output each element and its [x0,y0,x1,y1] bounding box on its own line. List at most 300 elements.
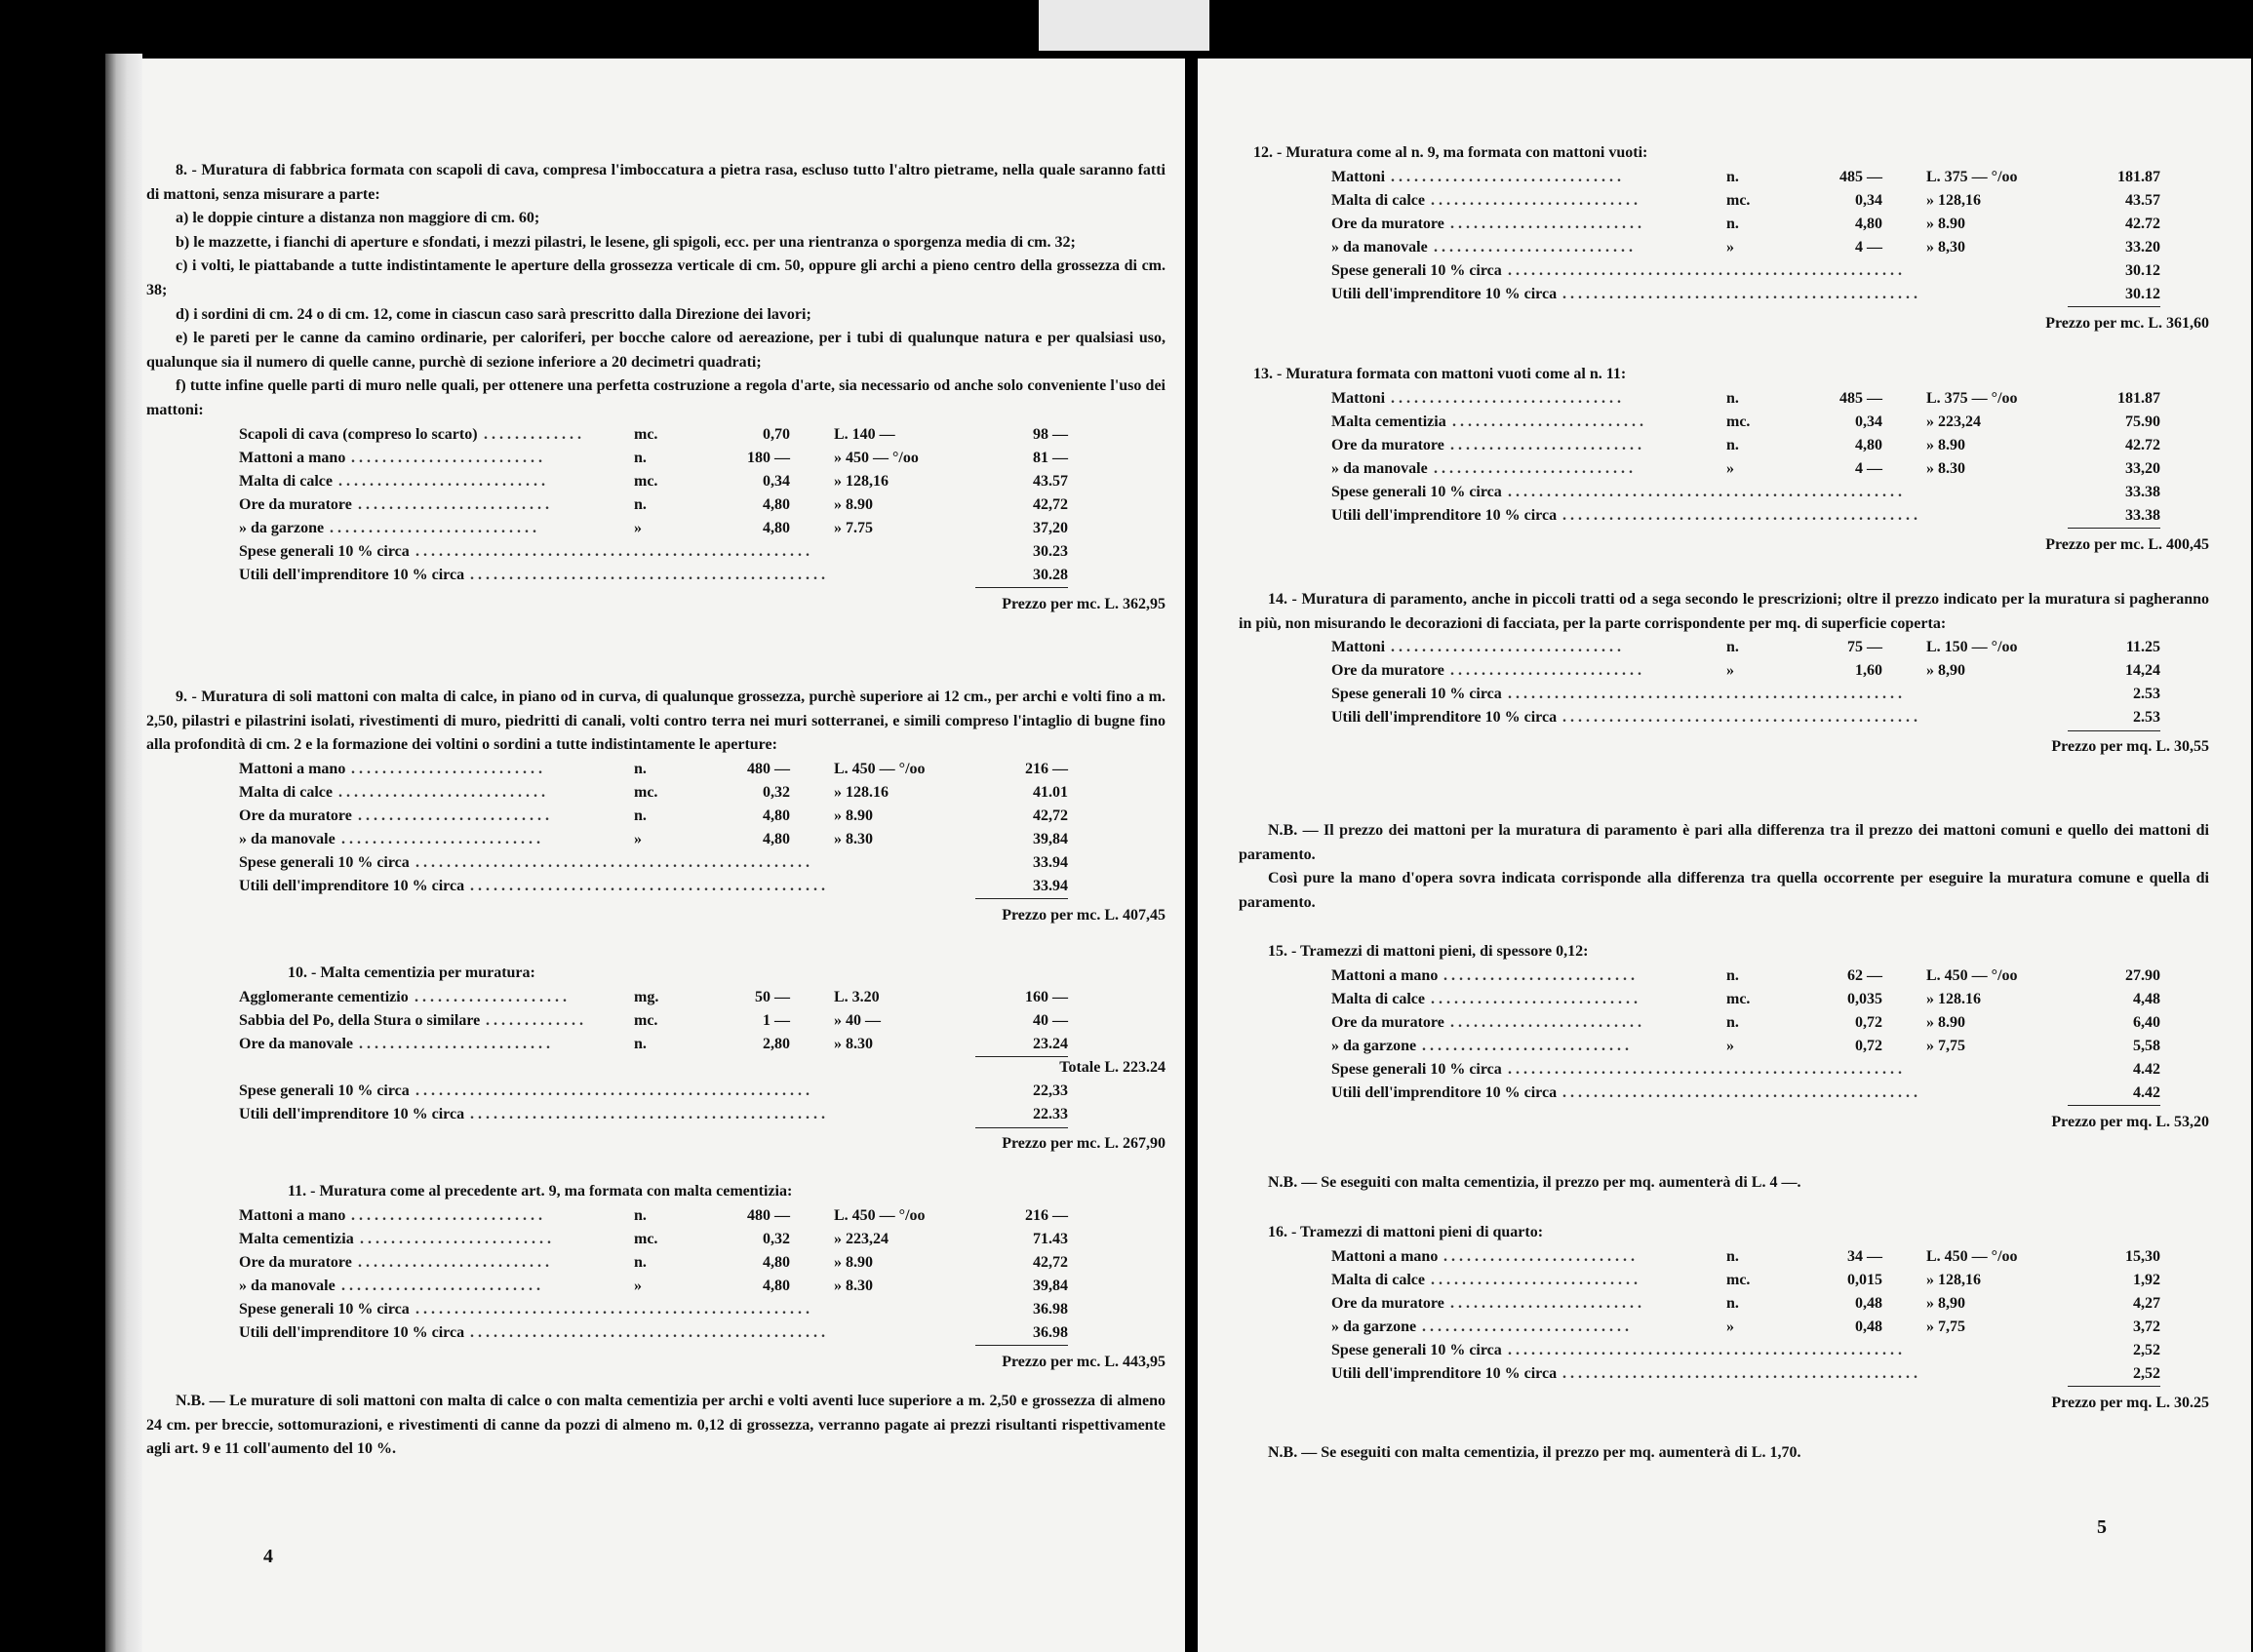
cell-amount: 27.90 [2125,966,2160,984]
cell-qty: 485 — [1839,168,1882,185]
price-total: Prezzo per mc. L. 362,95 [1002,595,1166,612]
cell-amount: 4,27 [2133,1294,2160,1312]
leader-dots: . . . . . . . . . . . . . . . . . . . . . . . . . [351,760,542,777]
cell-price: » 8,30 [1926,238,1965,256]
cell-amount: 33.38 [2125,483,2160,500]
cell-unit: » [1726,1037,1734,1054]
cell-qty: 50 — [755,988,790,1005]
cell-amount: 71.43 [1033,1230,1068,1247]
leader-dots: . . . . . . . . . . . . . . . . . . . . . . . . . . . . . . [1391,389,1621,407]
cell-qty: 1 — [763,1011,790,1029]
leader-dots: . . . . . . . . . . . . . . . . . . . . . . . . . [351,1206,542,1224]
cell-unit: mg. [634,988,659,1005]
table-row [1239,481,2209,504]
leader-dots: . . . . . . . . . . . . . . . . . . . . . . . . . . . . . . [1391,639,1621,656]
price-total: Prezzo per mc. L. 400,45 [2045,535,2209,553]
cost-table [146,986,1166,1056]
cell-qty: 180 — [747,449,790,466]
cell-label: Utili dell'imprenditore 10 % circa [239,566,465,583]
leader-dots: . . . . . . . . . . . . . . . . . . . . . . . . . [360,1230,551,1247]
leader-dots: . . . . . . . . . . . . . . . . . . . . . . . . . [1452,413,1643,430]
cell-label: Spese generali 10 % circa [1331,261,1502,279]
leader-dots: . . . . . . . . . . . . . . . . . . . . . . . . . [358,806,549,824]
cell-amount: 15,30 [2125,1247,2160,1265]
cell-qty: 4 — [1855,238,1882,256]
cell-label: Spese generali 10 % circa [1331,1341,1502,1358]
cell-qty: 485 — [1839,389,1882,407]
article-9 [146,686,1166,927]
cell-label: Utili dell'imprenditore 10 % circa [239,1323,465,1341]
cost-table [146,1080,1166,1126]
cell-unit: n. [1726,1294,1739,1312]
cell-price: » 128,16 [834,472,889,490]
table-row [1239,236,2209,259]
cell-qty: 4,80 [763,495,790,513]
leader-dots: . . . . . . . . . . . . . . . . . . . . . . . . . . . [1431,990,1638,1007]
cell-label: Spese generali 10 % circa [239,1300,410,1318]
cell-amount: 33.94 [975,875,1068,900]
table-row [146,986,1166,1009]
cost-table [1239,636,2209,729]
subtotal: Totale L. 223.24 [1059,1058,1166,1076]
cell-amount: 43.57 [2125,191,2160,209]
cell-amount: 216 — [1025,760,1068,777]
leader-dots: . . . . . . . . . . . . . . . . . . . . . . . . . . . [338,472,545,490]
cell-unit: mc. [1726,1271,1751,1288]
cell-unit: mc. [1726,413,1751,430]
article-14 [1239,588,2209,760]
cell-amount: 42.72 [2125,215,2160,232]
cell-unit: n. [1726,1247,1739,1265]
cell-amount: 6,40 [2133,1013,2160,1031]
cell-amount: 2.53 [2133,686,2160,703]
cell-unit: n. [1726,215,1739,232]
leader-dots: . . . . . . . . . . . . . . . . . . . . . . . . . . . . . . . . . . . . . . . . . . . . . . . . . . . [415,1300,810,1318]
cell-qty: 0,48 [1855,1294,1882,1312]
cell-label: Mattoni a mano [239,1206,346,1224]
leader-dots: . . . . . . . . . . . . . . . . . . . . . . . . . . . . . . . . . . . . . . . . . . . . . . [470,1106,825,1123]
cell-label: Utili dell'imprenditore 10 % circa [1331,506,1558,524]
cell-price: » 8.30 [1926,459,1965,477]
cell-amount: 2,52 [2133,1341,2160,1358]
table-row [1239,1339,2209,1362]
cell-unit: n. [1726,436,1739,453]
cell-qty: 62 — [1847,966,1882,984]
cell-qty: 0,72 [1855,1013,1882,1031]
cell-unit: » [634,1277,642,1294]
cell-amount: 22,33 [1033,1082,1068,1100]
cell-price: » 8.90 [834,1253,873,1271]
cell-amount: 81 — [1033,449,1068,466]
cell-qty: 0,34 [1855,413,1882,430]
price-total: Prezzo per mc. L. 267,90 [1002,1135,1166,1153]
cell-label: Ore da muratore [1331,215,1444,232]
cell-unit: n. [634,495,647,513]
cell-unit: n. [634,806,647,824]
cell-amount: 30.28 [975,564,1068,589]
table-row [1239,189,2209,213]
table-row [146,758,1166,781]
cell-qty: 4,80 [763,519,790,536]
table-row [1239,1245,2209,1269]
table-row [146,1321,1166,1345]
table-row [146,470,1166,493]
cell-unit: mc. [634,425,658,443]
cell-price: » 8.30 [834,1035,873,1052]
table-row [1239,1035,2209,1058]
cell-amount: 40 — [1033,1011,1068,1029]
table-row [146,781,1166,805]
cell-unit: n. [1726,1013,1739,1031]
leader-dots: . . . . . . . . . . . . . . . . . . . . . . . . . . . [1422,1318,1629,1335]
leader-dots: . . . . . . . . . . . . . . . . . . . . . . . . . . . . . . . . . . . . . . . . . . . . . . [470,1323,825,1341]
cell-amount: 160 — [1025,988,1068,1005]
table-row [1239,1058,2209,1082]
cell-label: Ore da muratore [1331,436,1444,453]
cell-label: Spese generali 10 % circa [239,853,410,871]
page-number: 5 [2097,1516,2107,1538]
cell-label: » da garzone [239,519,325,536]
leader-dots: . . . . . . . . . . . . . . . . . . . . . . . . . . . . . . . . . . . . . . . . . . . . . . . . . . . [1508,1341,1902,1358]
table-row [146,851,1166,875]
article-heading: 15. - Tramezzi di mattoni pieni, di spessore 0,12: [1268,943,1589,960]
table-row [1239,683,2209,706]
article-heading: 9. - Muratura di soli mattoni con malta di calce, in piano od in curva, di qualunque grossezza, purchè superiore ai 12 cm., per archi e volti fino a m. 2,50, pilastri e pilastrini isolati, rivestimenti di muro, piedritti di canali, volti contro terra nei muri sotterranei, e simili compreso l'intaglio di bugne fino alla profondità di cm. 2 e la formazione dei voltini o sordini a tutte indistintamente le aperture: [146,688,1166,754]
cost-table [1239,1245,2209,1386]
cell-amount: 41.01 [1033,783,1068,801]
table-row [1239,411,2209,434]
cell-qty: 0,34 [763,472,790,490]
cell-label: Ore da muratore [239,495,352,513]
cell-unit: n. [634,760,647,777]
cell-amount: 37,20 [1033,519,1068,536]
cell-price: » 7,75 [1926,1318,1965,1335]
cell-label: » da manovale [1331,238,1428,256]
cost-table [1239,387,2209,528]
cell-qty: 480 — [747,1206,790,1224]
cell-amount: 39,84 [1033,1277,1068,1294]
article-heading: 11. - Muratura come al precedente art. 9, ma formata con malta cementizia: [288,1183,793,1200]
cell-label: » da manovale [1331,459,1428,477]
table-row [146,1251,1166,1275]
cell-amount: 2.53 [2068,706,2160,731]
cell-price: » 7.75 [834,519,873,536]
article-heading: 10. - Malta cementizia per muratura: [288,964,535,981]
leader-dots: . . . . . . . . . . . . . . . . . . . . . . . . . . . . . . . . . . . . . . . . . . . . . . . . . . . [1508,483,1902,500]
leader-dots: . . . . . . . . . . . . . . . . . . . . . . . . . . . . . . [1391,168,1621,185]
cell-price: L. 375 — °/oo [1926,168,2018,185]
cell-label: Utili dell'imprenditore 10 % circa [1331,1364,1558,1382]
cell-amount: 2,52 [2068,1362,2160,1388]
cell-label: Utili dell'imprenditore 10 % circa [1331,285,1558,302]
cell-amount: 4.42 [2068,1082,2160,1107]
cell-price: » 128,16 [1926,191,1981,209]
cell-label: Sabbia del Po, della Stura o similare [239,1011,481,1029]
cell-unit: n. [634,1035,647,1052]
cell-amount: 181.87 [2117,168,2160,185]
cell-price: » 40 — [834,1011,881,1029]
cost-table [1239,964,2209,1105]
leader-dots: . . . . . . . . . . . . . . . . . . . . . . . . . . . . . . . . . . . . . . . . . . . . . . [470,566,825,583]
leader-dots: . . . . . . . . . . . . . . . . . . . . . . . . . . . [330,519,536,536]
cell-label: » da garzone [1331,1037,1417,1054]
leader-dots: . . . . . . . . . . . . . . . . . . . . . . . . . . . . . . . . . . . . . . . . . . . . . . . . . . . [1508,1060,1902,1078]
table-row [146,517,1166,540]
cell-qty: 480 — [747,760,790,777]
cell-qty: 75 — [1847,639,1882,656]
leader-dots: . . . . . . . . . . . . . . . . . . . . . . . . . [358,495,549,513]
cell-label: Ore da muratore [239,806,352,824]
cost-table [146,758,1166,898]
cell-unit: n. [1726,389,1739,407]
cell-amount: 23.24 [975,1033,1068,1058]
cell-label: Mattoni [1331,168,1386,185]
cell-label: Spese generali 10 % circa [1331,686,1502,703]
leader-dots: . . . . . . . . . . . . . . . . . . . . . . . . . . [341,830,540,847]
table-row [1239,213,2209,236]
cell-qty: 1,60 [1855,662,1882,680]
cell-price: L. 450 — °/oo [834,1206,926,1224]
article-8 [146,159,1166,616]
table-row [146,447,1166,470]
cell-label: Spese generali 10 % circa [1331,483,1502,500]
cell-price: L. 450 — °/oo [1926,1247,2018,1265]
cell-label: Agglomerante cementizio [239,988,409,1005]
cell-label: Ore da muratore [1331,1294,1444,1312]
cell-label: Mattoni [1331,639,1386,656]
leader-dots: . . . . . . . . . . . . . . . . . . . . . . . . . . . . . . . . . . . . . . . . . . . . . . . . . . . [415,853,810,871]
table-row [1239,964,2209,988]
note-nb-14 [1239,819,2209,915]
cell-label: » da manovale [239,830,336,847]
table-row [146,1080,1166,1103]
cell-amount: 42,72 [1033,1253,1068,1271]
cell-price: » 8.30 [834,1277,873,1294]
leader-dots: . . . . . . . . . . . . . [484,425,581,443]
cell-unit: » [1726,459,1734,477]
article-11 [146,1180,1166,1374]
note-text: N.B. — Se eseguiti con malta cementizia, il prezzo per mq. aumenterà di L. 1,70. [1268,1444,1801,1461]
cell-amount: 4,48 [2133,990,2160,1007]
leader-dots: . . . . . . . . . . . . . . . . . . . . . . . . . . . . . . . . . . . . . . . . . . . . . . [1562,506,1917,524]
leader-dots: . . . . . . . . . . . . . [486,1011,583,1029]
leader-dots: . . . . . . . . . . . . . . . . . . . . . . . . . [359,1035,550,1052]
cell-amount: 14,24 [2125,662,2160,680]
table-row [1239,504,2209,528]
table-row [146,1275,1166,1298]
leader-dots: . . . . . . . . . . . . . . . . . . . . . . . . . [1450,215,1641,232]
price-total: Prezzo per mc. L. 443,95 [1002,1353,1166,1370]
cell-unit: mc. [634,1230,658,1247]
table-row [1239,166,2209,189]
cell-qty: 4 — [1855,459,1882,477]
article-12 [1239,141,2209,335]
table-row [1239,434,2209,457]
cell-unit: n. [1726,168,1739,185]
cell-qty: 0,48 [1855,1318,1882,1335]
cell-qty: 4,80 [763,830,790,847]
cost-table [1239,166,2209,306]
cell-price: L. 375 — °/oo [1926,389,2018,407]
table-row [146,540,1166,564]
cell-label: Mattoni a mano [1331,966,1439,984]
table-row [1239,1316,2209,1339]
leader-dots: . . . . . . . . . . . . . . . . . . . . . . . . . [1450,1294,1641,1312]
cell-qty: 34 — [1847,1247,1882,1265]
cell-label: » da manovale [239,1277,336,1294]
article-item: a) le doppie cinture a distanza non maggiore di cm. 60; [176,210,540,227]
cell-label: Ore da manovale [239,1035,354,1052]
table-row [146,1204,1166,1228]
article-item: d) i sordini di cm. 24 o di cm. 12, come in ciascun caso sarà prescritto dalla Direzione dei lavori; [176,305,811,323]
table-row [1239,1011,2209,1035]
page-number: 4 [263,1546,273,1567]
leader-dots: . . . . . . . . . . . . . . . . . . . . . . . . . . . . . . . . . . . . . . . . . . . . . . . . . . . [1508,686,1902,703]
table-row [1239,988,2209,1011]
cell-qty: 4,80 [1855,215,1882,232]
cell-amount: 30.12 [2068,283,2160,308]
cell-amount: 30.23 [1033,542,1068,560]
leader-dots: . . . . . . . . . . . . . . . . . . . . . . . . . [351,449,542,466]
cell-unit: n. [634,449,647,466]
cell-unit: n. [634,1206,647,1224]
cell-price: » 128.16 [834,783,889,801]
table-row [146,1033,1166,1056]
note-nb [146,1390,1166,1462]
cell-amount: 33.20 [2125,238,2160,256]
cell-label: Utili dell'imprenditore 10 % circa [1331,1083,1558,1101]
cell-qty: 0,015 [1847,1271,1882,1288]
leader-dots: . . . . . . . . . . . . . . . . . . . . . . . . . . . . . . . . . . . . . . . . . . . . . . . . . . . [1508,261,1902,279]
cost-table [146,423,1166,587]
cell-label: Malta di calce [1331,191,1425,209]
leader-dots: . . . . . . . . . . . . . . . . . . . . . . . . . [358,1253,549,1271]
note-text: N.B. — Se eseguiti con malta cementizia, il prezzo per mq. aumenterà di L. 4 —. [1268,1174,1801,1191]
cell-amount: 5,58 [2133,1037,2160,1054]
cell-amount: 33,20 [2125,459,2160,477]
cell-label: Malta di calce [239,783,333,801]
cell-price: » 8.30 [834,830,873,847]
cell-qty: 0,32 [763,1230,790,1247]
leader-dots: . . . . . . . . . . . . . . . . . . . . . . . . . . . [1422,1037,1629,1054]
table-row [146,493,1166,517]
cell-price: » 8.90 [1926,1013,1965,1031]
cell-price: » 8,90 [1926,662,1965,680]
cell-amount: 42.72 [2125,436,2160,453]
table-row [1239,259,2209,283]
leader-dots: . . . . . . . . . . . . . . . . . . . . . . . . . . . [338,783,545,801]
table-row [1239,1082,2209,1105]
table-row [146,423,1166,447]
cell-amount: 22.33 [975,1103,1068,1128]
note-text: Così pure la mano d'opera sovra indicata corrisponde alla differenza tra quella occorrente per eseguire la muratura comune e quella di paramento. [1239,870,2209,911]
table-row [146,1103,1166,1126]
cell-amount: 181.87 [2117,389,2160,407]
cell-unit: mc. [1726,191,1751,209]
cell-price: » 8.90 [1926,215,1965,232]
cell-qty: 0,035 [1847,990,1882,1007]
price-total: Prezzo per mq. L. 30,55 [2051,738,2209,756]
cell-price: » 450 — °/oo [834,449,919,466]
cell-qty: 0,34 [1855,191,1882,209]
cell-amount: 42,72 [1033,495,1068,513]
cell-amount: 43.57 [1033,472,1068,490]
cell-price: L. 450 — °/oo [1926,966,2018,984]
cell-amount: 1,92 [2133,1271,2160,1288]
book-edge [105,54,142,1652]
leader-dots: . . . . . . . . . . . . . . . . . . . . . . . . . . . . . . . . . . . . . . . . . . . . . . [470,877,825,894]
cell-unit: n. [634,1253,647,1271]
table-row [1239,659,2209,683]
article-item: e) le pareti per le canne da camino ordinarie, per caloriferi, per bocche calore od aereazione, per i tubi di qualunque natura e per qualsiasi uso, qualunque sia il numero di quelle canne, purchè di sezione inferiore a 20 decimetri quadrati; [146,330,1166,371]
article-heading: 14. - Muratura di paramento, anche in piccoli tratti od a sega secondo le prescrizioni; oltre il prezzo indicato per la muratura si pagheranno in più, non misurando le decorazioni di facciata, per la parte corrispondente per mq. di superficie coperta: [1239,591,2209,632]
note-text: N.B. — Le murature di soli mattoni con malta di calce o con malta cementizia per archi e volti aventi luce superiore a m. 2,50 e grossezza di almeno 24 cm. per breccie, sottomurazioni, e rivestimenti di canne da pozzi di almeno m. 0,12 di grossezza, verranno pagate ai prezzi risultanti rispettivamente agli art. 9 e 11 coll'aumento del 10 %. [146,1393,1166,1458]
article-16 [1239,1221,2209,1415]
leader-dots: . . . . . . . . . . . . . . . . . . . . . . . . . [1443,1247,1635,1265]
cell-unit: » [634,830,642,847]
table-row [1239,1292,2209,1316]
cost-table [146,1204,1166,1345]
cell-amount: 75.90 [2125,413,2160,430]
article-heading: 12. - Muratura come al n. 9, ma formata con mattoni vuoti: [1253,144,1648,161]
cell-price: » 7,75 [1926,1037,1965,1054]
cell-qty: 4,80 [1855,436,1882,453]
leader-dots: . . . . . . . . . . . . . . . . . . . . . . . . . [1443,966,1635,984]
cell-qty: 0,32 [763,783,790,801]
cell-label: Mattoni [1331,389,1386,407]
table-row [1239,283,2209,306]
leader-dots: . . . . . . . . . . . . . . . . . . . . [415,988,567,1005]
leader-dots: . . . . . . . . . . . . . . . . . . . . . . . . . . . . . . . . . . . . . . . . . . . . . . . . . . . [415,542,810,560]
table-row [1239,1362,2209,1386]
cell-qty: 4,80 [763,806,790,824]
table-row [146,1298,1166,1321]
cell-unit: mc. [634,1011,658,1029]
article-10 [146,962,1166,1157]
cell-unit: mc. [634,783,658,801]
cell-label: Spese generali 10 % circa [239,542,410,560]
article-heading: 8. - Muratura di fabbrica formata con scapoli di cava, compresa l'imboccatura a pietra rasa, escluso tutto l'altro pietrame, nella quale saranno fatti di mattoni, senza misurare a parte: [146,162,1166,203]
cell-price: L. 140 — [834,425,895,443]
cell-price: » 128.16 [1926,990,1981,1007]
leader-dots: . . . . . . . . . . . . . . . . . . . . . . . . . . [1434,459,1633,477]
leader-dots: . . . . . . . . . . . . . . . . . . . . . . . . . . . [1431,191,1638,209]
cell-amount: 39,84 [1033,830,1068,847]
cell-label: Malta di calce [1331,990,1425,1007]
leader-dots: . . . . . . . . . . . . . . . . . . . . . . . . . [1450,436,1641,453]
note-nb-16 [1239,1441,2209,1466]
cell-amount: 216 — [1025,1206,1068,1224]
cell-label: Spese generali 10 % circa [1331,1060,1502,1078]
cell-label: Malta cementizia [1331,413,1446,430]
cell-label: Spese generali 10 % circa [239,1082,410,1100]
article-15 [1239,940,2209,1134]
cell-label: Mattoni a mano [1331,1247,1439,1265]
cell-label: Malta cementizia [239,1230,354,1247]
cell-amount: 42,72 [1033,806,1068,824]
leader-dots: . . . . . . . . . . . . . . . . . . . . . . . . . . [1434,238,1633,256]
cell-label: Ore da muratore [1331,1013,1444,1031]
cell-price: » 223,24 [834,1230,889,1247]
cell-qty: 0,72 [1855,1037,1882,1054]
table-row [1239,636,2209,659]
cell-qty: 2,80 [763,1035,790,1052]
cell-label: » da garzone [1331,1318,1417,1335]
leader-dots: . . . . . . . . . . . . . . . . . . . . . . . . . . . . . . . . . . . . . . . . . . . . . . . . . . . [415,1082,810,1100]
cell-unit: mc. [634,472,658,490]
article-item: b) le mazzette, i fianchi di aperture e sfondati, i mezzi pilastri, le lesene, gli spigoli, ecc. per una rientranza o sporgenza media di cm. 32; [176,233,1076,251]
cell-price: L. 450 — °/oo [834,760,926,777]
